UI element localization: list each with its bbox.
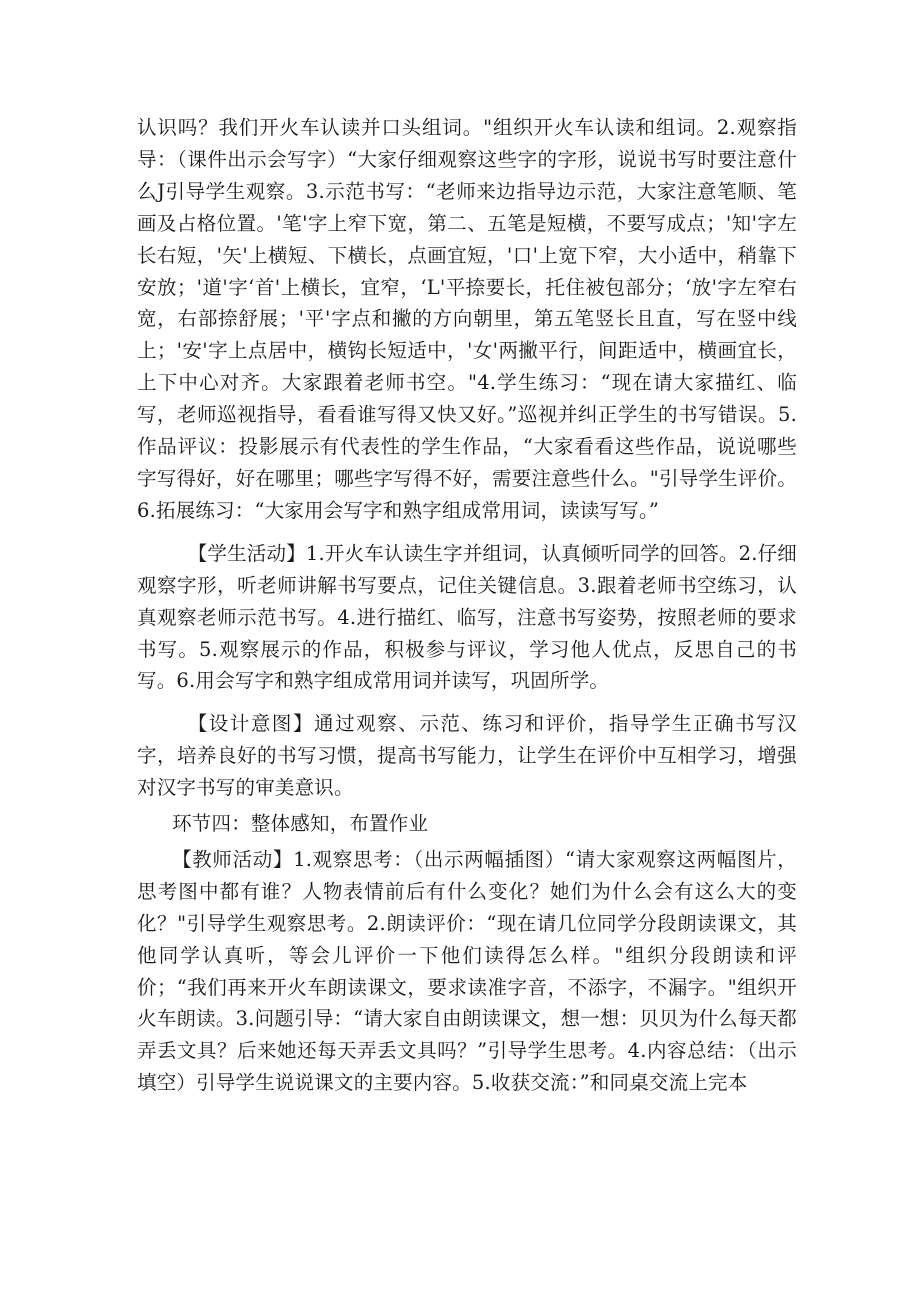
paragraph-design-intent: 【设计意图】通过观察、示范、练习和评价，指导学生正确书写汉字，培养良好的书写习惯，提高书写能力，让学生在评价中互相学习，增强对汉字书写的审美意识。 [137,712,797,800]
paragraph-gap [137,697,797,708]
paragraph-teacher-activity-continued: 认识吗？我们开火车认读并口头组词。"组织开火车认读和组词。2.观察指导：（课件出示会写字）“大家仔细观察这些字的字形，说说书写时要注意什么J引导学生观察。3.示范书写：“老师来边指导边示范，大家注意笔顺、笔画及占格位置。'笔'字上窄下宽，第二、五笔是短横，不要写成点；'知'字左长右短，'矢'上横短、下横长，点画宜短，'口'上宽下窄，大小适中，稍靠下安放；'道'字‘首'上横长，宜窄，‘L'平捺要长，托住被包部分；‘放'字左窄右宽，右部捺舒展；'平'字点和撇的方向朝里，第五笔竖长且直，写在竖中线上；'安'字上点居中，横钩长短适中，'女'两撇平行，间距适中，横画宜长，上下中心对齐。大家跟着老师书空。"4.学生练习：“现在请大家描红、临写，老师巡视指导，看看谁写得又快又好。”巡视并纠正学生的书写错误。5.作品评议：投影展示有代表性的学生作品，“大家看看这些作品，说说哪些字写得好，好在哪里；哪些字写得不好，需要注意些什么。"引导学生评价。6.拓展练习：“大家用会写字和熟字组成常用词，读读写写。” [137,116,797,522]
section-heading: 环节四：整体感知，布置作业 [172,812,429,836]
document-body [137,112,797,1099]
paragraph-teacher-activity-section-four: 【教师活动】1.观察思考：（出示两幅插图）“请大家观察这两幅图片，思考图中都有谁？人物表情前后有什么变化？她们为什么会有这么大的变化？"引导学生观察思考。2.朗读评价：“现在请几位同学分段朗读课文，其他同学认真听，等会儿评价一下他们读得怎么样。"组织分段朗读和评价；“我们再来开火车朗读课文，要求读准字音，不添字，不漏字。"组织开火车朗读。3.问题引导：“请大家自由朗读课文，想一想：贝贝为什么每天都弄丢文具？后来她还每天弄丢文具吗？”引导学生思考。4.内容总结：（出示填空）引导学生说说课文的主要内容。5.收获交流：”和同桌交流上完本 [137,847,797,1095]
paragraph-gap [137,527,797,538]
paragraph-student-activity: 【学生活动】1.开火车认读生字并组词，认真倾听同学的回答。2.仔细观察字形，听老师讲解书写要点，记住关键信息。3.跟着老师书空练习，认真观察老师示范书写。4.进行描红、临写，注意书写姿势，按照老师的要求书写。5.观察展示的作品，积极参与评议，学习他人优点，反思自己的书写。6.用会写字和熟字组成常用词并读写，巩固所学。 [137,541,797,693]
